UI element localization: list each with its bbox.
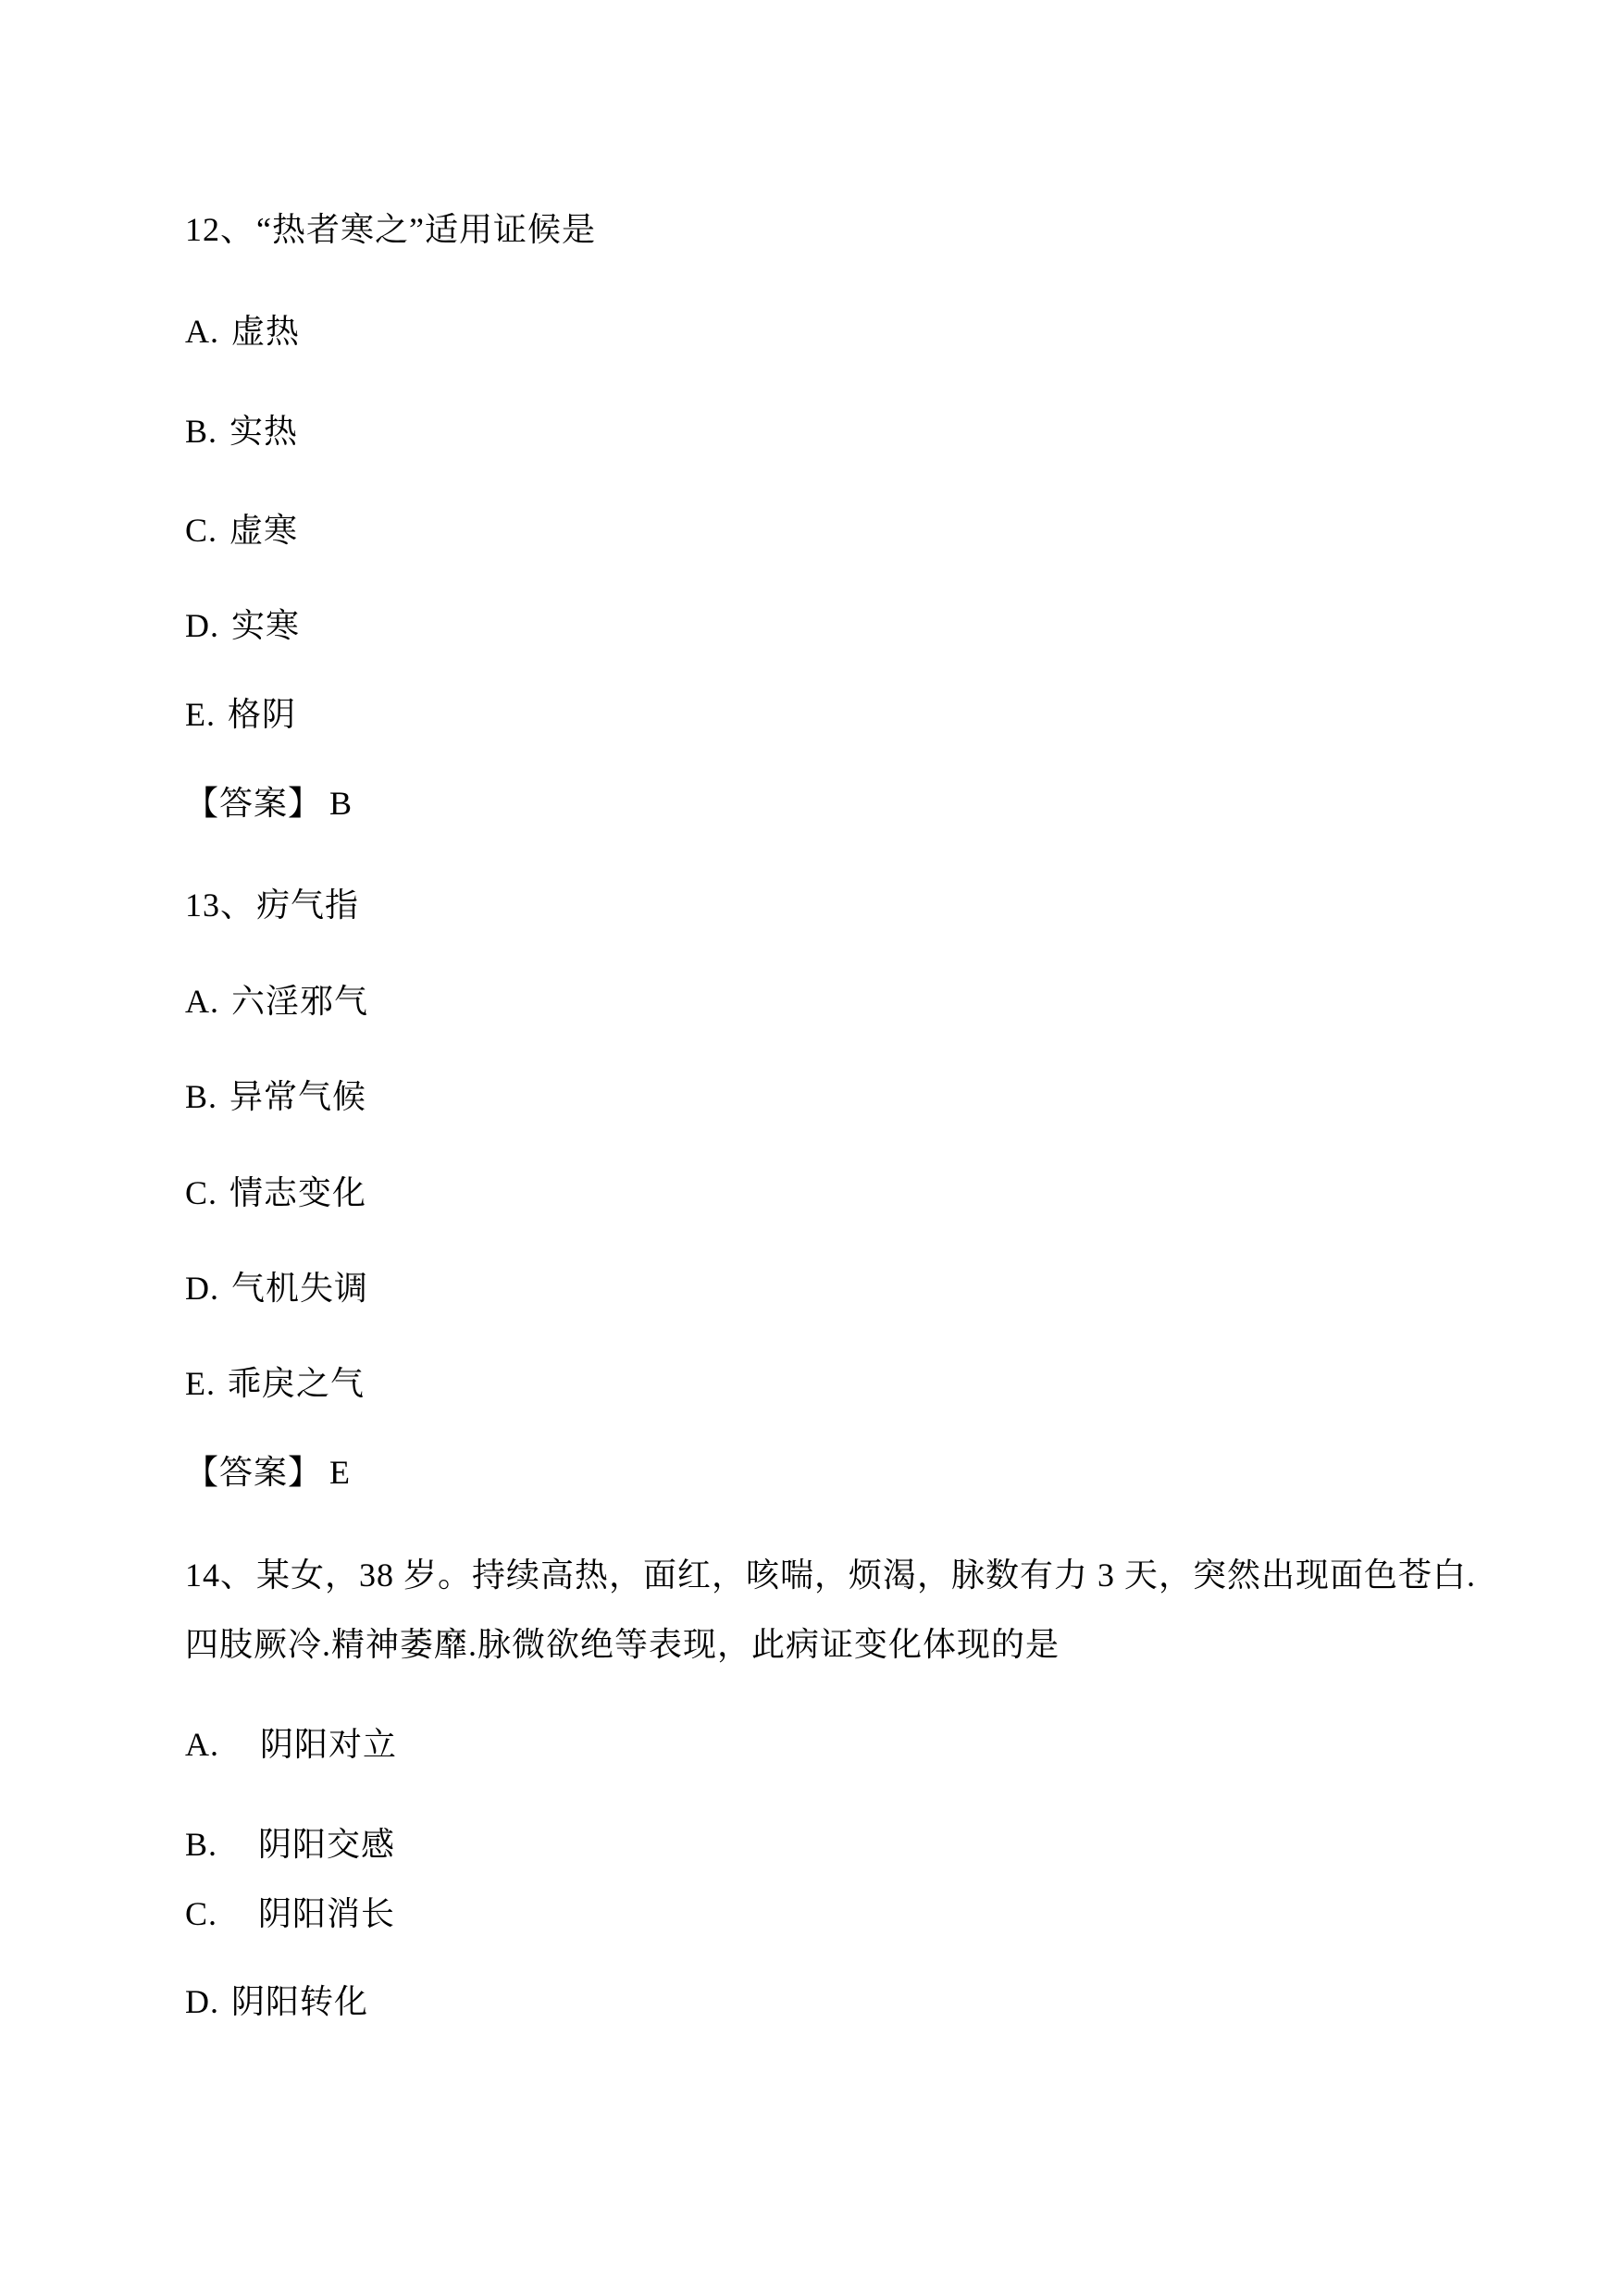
question-13-option-b [185, 1074, 366, 1119]
answer-value: B [329, 785, 353, 822]
option-label: D. [185, 607, 219, 644]
question-12-answer [185, 781, 353, 825]
option-text: 实寒 [231, 607, 301, 644]
question-13-option-c [185, 1171, 366, 1215]
option-text: 乖戾之气 [228, 1365, 366, 1402]
question-14-option-a [185, 1722, 397, 1767]
answer-value: E [329, 1454, 352, 1491]
option-label: C. [185, 1174, 218, 1211]
option-text: 阴阳交感 [258, 1826, 396, 1863]
question-12-option-a [185, 309, 300, 354]
option-text: 格阴 [228, 696, 297, 733]
question-12-option-b [185, 409, 298, 453]
option-label: D. [185, 1270, 219, 1307]
option-label: E. [185, 1365, 216, 1402]
question-13-answer [185, 1450, 351, 1495]
question-12-number: 12、 [185, 211, 255, 248]
question-12-option-e [185, 692, 296, 737]
option-text: 实热 [229, 413, 299, 450]
option-label: C. [185, 512, 218, 549]
option-text: 气机失调 [231, 1270, 369, 1307]
option-label: E. [185, 696, 216, 733]
question-13-option-d [185, 1266, 368, 1310]
option-text: 情志变化 [229, 1174, 367, 1211]
question-12-option-d [185, 603, 300, 648]
option-label: B. [185, 413, 218, 450]
option-label: D. [185, 1983, 219, 2020]
question-14-stem-text-1: 某女，38 岁。持续高热，面红，咳喘，烦渴，脉数有力 3 天，突然出现面色苍白. [256, 1557, 1477, 1594]
question-14-option-b [185, 1822, 395, 1867]
question-14-option-c [185, 1892, 395, 1936]
option-label: C. [185, 1895, 218, 1932]
question-14-number: 14、 [185, 1557, 255, 1594]
question-12-stem [185, 207, 596, 252]
question-13-stem [185, 883, 359, 927]
option-text: 六淫邪气 [231, 983, 369, 1020]
option-label: B. [185, 1078, 218, 1115]
question-13-option-a [185, 979, 368, 1023]
option-text: 阴阳转化 [231, 1983, 369, 2020]
option-text: 阴阳对立 [260, 1726, 398, 1763]
question-14-stem-line2 [185, 1622, 1060, 1667]
option-label: B. [185, 1826, 218, 1863]
option-text: 阴阳消长 [258, 1895, 396, 1932]
option-text: 虚寒 [229, 512, 299, 549]
question-13-stem-text: 疠气指 [256, 887, 360, 924]
question-14-option-d [185, 1979, 368, 2024]
answer-label: 【答案】 [185, 1454, 323, 1491]
question-14-stem-line1 [185, 1553, 1476, 1597]
option-text: 虚热 [231, 313, 301, 350]
option-text: 异常气候 [229, 1078, 367, 1115]
option-label: A. [185, 313, 219, 350]
question-12-stem-text: “热者寒之”适用证候是 [256, 211, 596, 248]
question-13-option-e [185, 1361, 365, 1406]
question-14-stem-text-2: 四肢厥冷.精神萎靡.脉微欲绝等表现，此病证变化体现的是 [185, 1626, 1060, 1663]
question-12-option-c [185, 508, 298, 552]
option-label: A. [185, 983, 219, 1020]
answer-label: 【答案】 [185, 785, 323, 822]
option-label: A. [185, 1726, 219, 1763]
question-13-number: 13、 [185, 887, 255, 924]
